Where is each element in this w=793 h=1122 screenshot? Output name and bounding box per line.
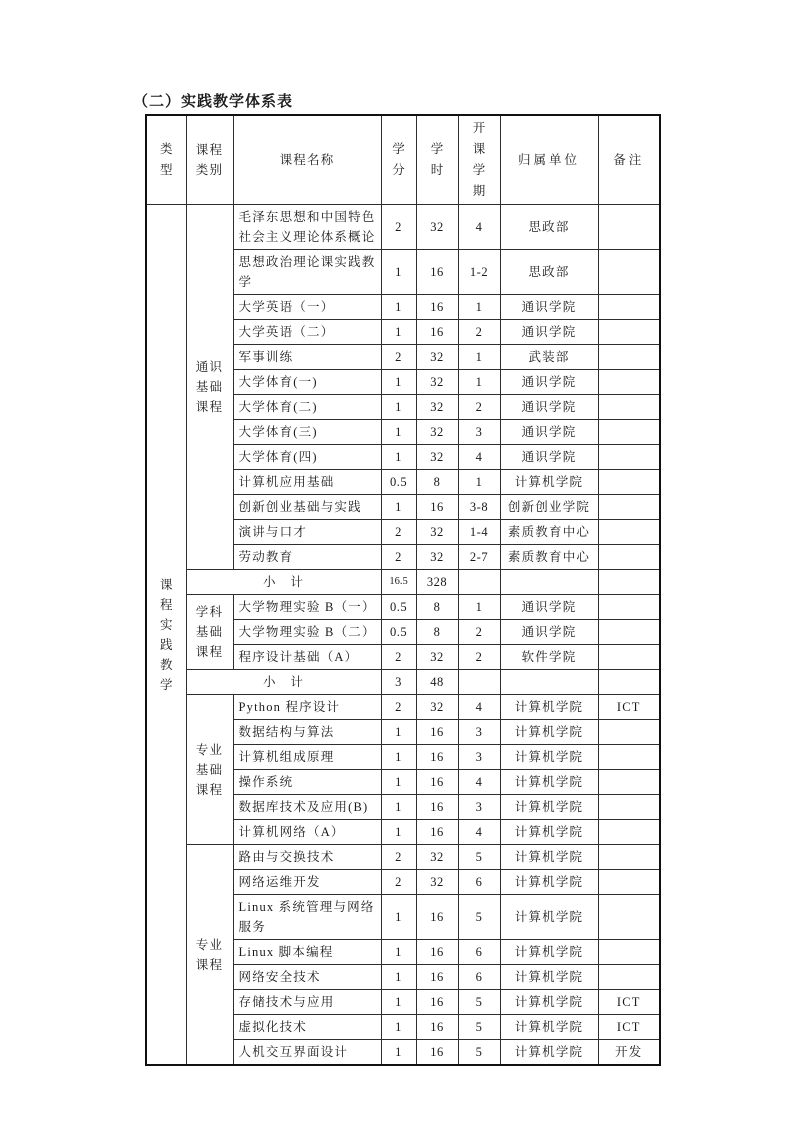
course-name-cell: 大学体育(二) [233, 395, 381, 420]
header-semester [458, 115, 500, 205]
course-name-cell: 网络安全技术 [233, 965, 381, 990]
hours-cell: 16 [416, 795, 458, 820]
course-name-cell: 存储技术与应用 [233, 990, 381, 1015]
credits-cell: 1 [381, 895, 416, 940]
type-label: 课程实践教学 [159, 577, 173, 692]
unit-cell: 计算机学院 [500, 895, 598, 940]
unit-cell: 通识学院 [500, 370, 598, 395]
unit-cell: 通识学院 [500, 445, 598, 470]
type-cell [146, 205, 186, 1066]
header-unit: 归属单位 [500, 115, 598, 205]
semester-cell: 2 [458, 645, 500, 670]
header-course: 课程名称 [233, 115, 381, 205]
hours-cell: 16 [416, 295, 458, 320]
unit-cell: 计算机学院 [500, 1015, 598, 1040]
category-cell [186, 845, 233, 1066]
unit-cell: 思政部 [500, 205, 598, 250]
credits-cell: 2 [381, 870, 416, 895]
course-name-cell: Linux 系统管理与网络服务 [233, 895, 381, 940]
category-cell [186, 595, 233, 670]
credits-cell: 1 [381, 250, 416, 295]
table-row [146, 595, 660, 620]
credits-cell: 0.5 [381, 470, 416, 495]
course-name-cell: Python 程序设计 [233, 695, 381, 720]
unit-cell: 思政部 [500, 250, 598, 295]
remark-cell [598, 745, 660, 770]
semester-cell: 3 [458, 795, 500, 820]
credits-cell: 1 [381, 1040, 416, 1066]
semester-cell: 6 [458, 940, 500, 965]
credits-cell: 1 [381, 370, 416, 395]
header-hours-label: 学时 [430, 142, 444, 177]
credits-cell: 1 [381, 445, 416, 470]
remark-cell: 开发 [598, 1040, 660, 1066]
remark-cell [598, 205, 660, 250]
course-name-cell: 数据库技术及应用(B) [233, 795, 381, 820]
table-row [146, 695, 660, 720]
course-name-cell: 创新创业基础与实践 [233, 495, 381, 520]
semester-cell: 1 [458, 345, 500, 370]
unit-cell: 计算机学院 [500, 720, 598, 745]
remark-cell [598, 620, 660, 645]
category-cell [186, 205, 233, 570]
remark-cell [598, 645, 660, 670]
header-semester-label: 开课学期 [472, 121, 486, 198]
course-name-cell: 操作系统 [233, 770, 381, 795]
unit-cell: 通识学院 [500, 395, 598, 420]
subtotal-hours-cell: 48 [416, 670, 458, 695]
remark-cell [598, 895, 660, 940]
credits-cell: 1 [381, 495, 416, 520]
remark-cell [598, 470, 660, 495]
hours-cell: 32 [416, 545, 458, 570]
semester-cell: 5 [458, 845, 500, 870]
remark-cell [598, 250, 660, 295]
category-label: 通识基础课程 [195, 360, 224, 414]
table-row [146, 205, 660, 250]
hours-cell: 32 [416, 445, 458, 470]
hours-cell: 16 [416, 940, 458, 965]
semester-cell: 1 [458, 295, 500, 320]
semester-cell: 5 [458, 1040, 500, 1066]
subtotal-semester-cell [458, 570, 500, 595]
hours-cell: 32 [416, 345, 458, 370]
subtotal-row [146, 570, 660, 595]
table-header-row [146, 115, 660, 205]
credits-cell: 2 [381, 695, 416, 720]
semester-cell: 4 [458, 820, 500, 845]
hours-cell: 32 [416, 205, 458, 250]
subtotal-row [146, 670, 660, 695]
hours-cell: 16 [416, 1015, 458, 1040]
remark-cell [598, 770, 660, 795]
credits-cell: 1 [381, 990, 416, 1015]
course-name-cell: 大学体育(一) [233, 370, 381, 395]
semester-cell: 2 [458, 320, 500, 345]
subtotal-credits-cell: 3 [381, 670, 416, 695]
course-name-cell: 程序设计基础（A） [233, 645, 381, 670]
course-name-cell: 计算机网络（A） [233, 820, 381, 845]
remark-cell [598, 965, 660, 990]
remark-cell: ICT [598, 695, 660, 720]
remark-cell: ICT [598, 990, 660, 1015]
credits-cell: 2 [381, 345, 416, 370]
hours-cell: 32 [416, 395, 458, 420]
course-name-cell: 数据结构与算法 [233, 720, 381, 745]
remark-cell [598, 370, 660, 395]
subtotal-remark-cell [598, 570, 660, 595]
course-name-cell: 大学英语（一） [233, 295, 381, 320]
hours-cell: 32 [416, 695, 458, 720]
credits-cell: 2 [381, 545, 416, 570]
hours-cell: 16 [416, 1040, 458, 1066]
semester-cell: 6 [458, 870, 500, 895]
header-credits [381, 115, 416, 205]
unit-cell: 通识学院 [500, 595, 598, 620]
unit-cell: 素质教育中心 [500, 520, 598, 545]
credits-cell: 1 [381, 420, 416, 445]
hours-cell: 16 [416, 770, 458, 795]
course-name-cell: 大学英语（二） [233, 320, 381, 345]
semester-cell: 1 [458, 470, 500, 495]
remark-cell [598, 395, 660, 420]
hours-cell: 8 [416, 595, 458, 620]
semester-cell: 4 [458, 770, 500, 795]
credits-cell: 2 [381, 205, 416, 250]
semester-cell: 5 [458, 895, 500, 940]
credits-cell: 1 [381, 965, 416, 990]
credits-cell: 2 [381, 645, 416, 670]
semester-cell: 2 [458, 395, 500, 420]
credits-cell: 1 [381, 295, 416, 320]
hours-cell: 32 [416, 520, 458, 545]
credits-cell: 1 [381, 745, 416, 770]
credits-cell: 2 [381, 845, 416, 870]
credits-cell: 1 [381, 820, 416, 845]
credits-cell: 0.5 [381, 595, 416, 620]
remark-cell [598, 795, 660, 820]
unit-cell: 计算机学院 [500, 770, 598, 795]
course-name-cell: 劳动教育 [233, 545, 381, 570]
remark-cell [598, 595, 660, 620]
credits-cell: 2 [381, 520, 416, 545]
unit-cell: 计算机学院 [500, 870, 598, 895]
semester-cell: 4 [458, 445, 500, 470]
unit-cell: 通识学院 [500, 420, 598, 445]
semester-cell: 1-4 [458, 520, 500, 545]
remark-cell [598, 495, 660, 520]
unit-cell: 通识学院 [500, 320, 598, 345]
unit-cell: 软件学院 [500, 645, 598, 670]
unit-cell: 通识学院 [500, 295, 598, 320]
course-name-cell: 毛泽东思想和中国特色社会主义理论体系概论 [233, 205, 381, 250]
unit-cell: 计算机学院 [500, 745, 598, 770]
subtotal-hours-cell: 328 [416, 570, 458, 595]
semester-cell: 3 [458, 720, 500, 745]
semester-cell: 4 [458, 695, 500, 720]
semester-cell: 1 [458, 595, 500, 620]
hours-cell: 16 [416, 720, 458, 745]
semester-cell: 2 [458, 620, 500, 645]
hours-cell: 16 [416, 495, 458, 520]
header-credits-label: 学分 [392, 142, 405, 177]
unit-cell: 计算机学院 [500, 940, 598, 965]
course-name-cell: 演讲与口才 [233, 520, 381, 545]
table-row [146, 845, 660, 870]
subtotal-unit-cell [500, 570, 598, 595]
unit-cell: 通识学院 [500, 620, 598, 645]
unit-cell: 武装部 [500, 345, 598, 370]
unit-cell: 计算机学院 [500, 820, 598, 845]
header-category [186, 115, 233, 205]
unit-cell: 计算机学院 [500, 470, 598, 495]
category-label: 专业课程 [195, 937, 224, 972]
credits-cell: 1 [381, 940, 416, 965]
header-category-label: 课程类别 [195, 143, 224, 177]
course-name-cell: 大学物理实验 B（一） [233, 595, 381, 620]
header-remark: 备注 [598, 115, 660, 205]
category-label: 学科基础课程 [195, 605, 224, 659]
course-name-cell: 大学体育(四) [233, 445, 381, 470]
remark-cell [598, 520, 660, 545]
course-name-cell: 计算机应用基础 [233, 470, 381, 495]
remark-cell [598, 445, 660, 470]
unit-cell: 计算机学院 [500, 1040, 598, 1066]
category-label: 专业基础课程 [195, 742, 224, 797]
unit-cell: 计算机学院 [500, 965, 598, 990]
semester-cell: 3 [458, 745, 500, 770]
credits-cell: 1 [381, 1015, 416, 1040]
subtotal-remark-cell [598, 670, 660, 695]
subtotal-semester-cell [458, 670, 500, 695]
semester-cell: 6 [458, 965, 500, 990]
hours-cell: 32 [416, 420, 458, 445]
remark-cell [598, 320, 660, 345]
remark-cell [598, 720, 660, 745]
subtotal-credits-cell: 16.5 [381, 570, 416, 595]
unit-cell: 创新创业学院 [500, 495, 598, 520]
remark-cell [598, 845, 660, 870]
hours-cell: 32 [416, 845, 458, 870]
unit-cell: 计算机学院 [500, 845, 598, 870]
hours-cell: 32 [416, 370, 458, 395]
remark-cell [598, 345, 660, 370]
remark-cell [598, 870, 660, 895]
subtotal-label-cell: 小 计 [186, 670, 381, 695]
hours-cell: 16 [416, 990, 458, 1015]
course-name-cell: 虚拟化技术 [233, 1015, 381, 1040]
semester-cell: 1 [458, 370, 500, 395]
hours-cell: 16 [416, 895, 458, 940]
credits-cell: 1 [381, 795, 416, 820]
course-name-cell: 军事训练 [233, 345, 381, 370]
page-title: （二）实践教学体系表 [133, 94, 294, 110]
semester-cell: 3 [458, 420, 500, 445]
header-hours [416, 115, 458, 205]
remark-cell [598, 545, 660, 570]
semester-cell: 5 [458, 990, 500, 1015]
header-type [146, 115, 186, 205]
remark-cell [598, 420, 660, 445]
hours-cell: 32 [416, 870, 458, 895]
header-type-label: 类型 [159, 142, 173, 177]
remark-cell: ICT [598, 1015, 660, 1040]
credits-cell: 1 [381, 720, 416, 745]
credits-cell: 1 [381, 320, 416, 345]
course-name-cell: 计算机组成原理 [233, 745, 381, 770]
subtotal-label-cell: 小 计 [186, 570, 381, 595]
hours-cell: 8 [416, 620, 458, 645]
course-name-cell: 思想政治理论课实践教学 [233, 250, 381, 295]
course-name-cell: Linux 脚本编程 [233, 940, 381, 965]
remark-cell [598, 295, 660, 320]
hours-cell: 8 [416, 470, 458, 495]
hours-cell: 32 [416, 645, 458, 670]
unit-cell: 计算机学院 [500, 695, 598, 720]
unit-cell: 计算机学院 [500, 990, 598, 1015]
course-name-cell: 大学物理实验 B（二） [233, 620, 381, 645]
hours-cell: 16 [416, 745, 458, 770]
semester-cell: 2-7 [458, 545, 500, 570]
subtotal-unit-cell [500, 670, 598, 695]
hours-cell: 16 [416, 820, 458, 845]
unit-cell: 素质教育中心 [500, 545, 598, 570]
course-name-cell: 网络运维开发 [233, 870, 381, 895]
remark-cell [598, 940, 660, 965]
semester-cell: 4 [458, 205, 500, 250]
hours-cell: 16 [416, 250, 458, 295]
semester-cell: 5 [458, 1015, 500, 1040]
remark-cell [598, 820, 660, 845]
credits-cell: 1 [381, 395, 416, 420]
course-name-cell: 路由与交换技术 [233, 845, 381, 870]
hours-cell: 16 [416, 965, 458, 990]
practice-teaching-table [145, 114, 661, 1066]
semester-cell: 3-8 [458, 495, 500, 520]
course-name-cell: 大学体育(三) [233, 420, 381, 445]
hours-cell: 16 [416, 320, 458, 345]
category-cell [186, 695, 233, 845]
semester-cell: 1-2 [458, 250, 500, 295]
credits-cell: 1 [381, 770, 416, 795]
credits-cell: 0.5 [381, 620, 416, 645]
unit-cell: 计算机学院 [500, 795, 598, 820]
course-name-cell: 人机交互界面设计 [233, 1040, 381, 1066]
